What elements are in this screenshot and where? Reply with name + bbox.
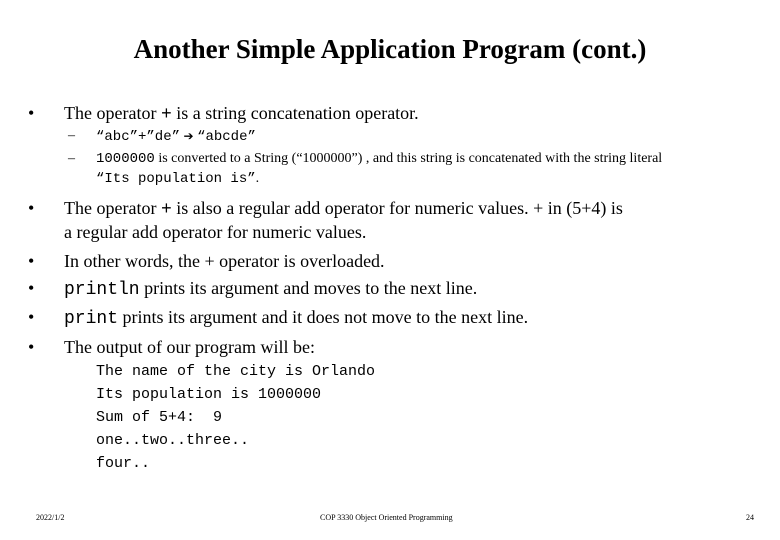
bullet-text: The operator [64,198,161,218]
footer-date: 2022/1/2 [36,513,65,522]
sub-bullet-concat-example [96,126,256,147]
bullet-marker: • [28,198,35,218]
output-line: four.. [96,455,151,472]
output-line: one..two..three.. [96,432,250,449]
footer-page-number: 24 [746,513,754,522]
footer-course: COP 3330 Object Oriented Programming [320,513,453,522]
sub-bullet-marker: – [68,128,75,143]
output-line: Its population is 1000000 [96,386,322,403]
bullet-text: is a string concatenation operator. [171,103,419,123]
bullet-marker: • [28,251,35,271]
code-print: print [64,309,119,329]
sub-bullet-conversion [96,149,662,169]
bullet-text: is also a regular add operator for numeric values. + in (5+4) is [171,198,623,218]
plus-operator: + [160,105,172,125]
bullet-output-intro: The output of our program will be: [64,337,315,357]
bullet-marker: • [28,278,35,298]
bullet-text: The operator [64,103,161,123]
sub-bullet-conversion-line2 [96,169,259,189]
slide-title: Another Simple Application Program (cont.) [133,34,647,64]
bullet-add-operator-line2: a regular add operator for numeric values. [64,222,367,242]
bullet-add-operator [64,196,623,222]
sub-bullet-text: is converted to a String (“1000000”) , and this string is concatenated with the string literal [154,151,663,166]
code-number: 1000000 [96,151,155,167]
code-literal: “Its population is” [96,171,256,187]
bullet-concat-operator [64,101,419,127]
bullet-print [64,305,528,331]
bullet-text: prints its argument and it does not move to the next line. [118,307,529,327]
plus-operator: + [160,200,172,220]
sub-bullet-text: . [255,171,260,186]
output-line: The name of the city is Orlando [96,363,376,380]
bullet-text: prints its argument and moves to the next line. [139,278,478,298]
bullet-marker: • [28,307,35,327]
arrow-right-icon: ➔ [183,129,194,143]
code-left: “abc”+”de” [96,129,181,145]
bullet-marker: • [28,337,35,357]
code-println: println [64,280,140,300]
output-line: Sum of 5+4: 9 [96,409,223,426]
bullet-println [64,276,477,302]
program-output [96,360,375,475]
bullet-marker: • [28,103,35,123]
bullet-overloaded: In other words, the + operator is overloaded. [64,251,385,271]
code-right: “abcde” [197,129,256,145]
sub-bullet-marker: – [68,151,75,166]
